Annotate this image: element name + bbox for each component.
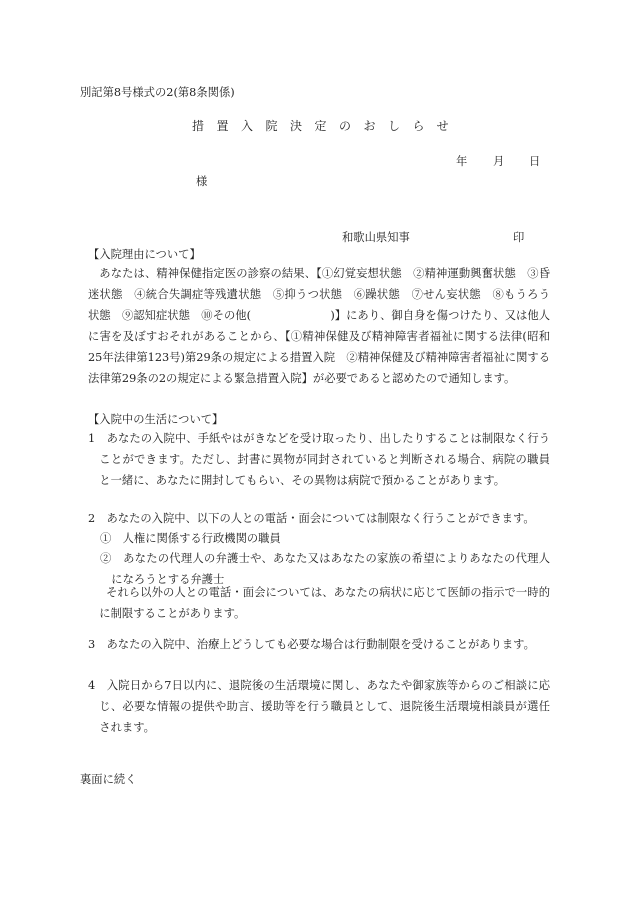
life-item-4-text: 4 入院日から7日以内に、退院後の生活環境に関し、あなたや御家族等からのご相談に応じ、必要な情報の提供や助言、援助等を行う職員として、退院後生活環境相談員が選任されます。: [88, 679, 550, 734]
life-heading: 【入院中の生活について】: [88, 413, 224, 426]
life-item-2-note: [88, 582, 550, 624]
life-item-2: [88, 508, 558, 529]
life-item-1: [88, 428, 550, 491]
addressee-suffix: 様: [196, 175, 208, 188]
issuer-name: 和歌山県知事: [342, 231, 410, 244]
document-title: 措置入院決定のおしらせ: [192, 119, 462, 133]
life-item-2-sub-1: [100, 528, 550, 549]
date-day-label: 日: [529, 155, 541, 168]
life-item-2-sub-2-text: ② あなたの代理人の弁護士や、あなた又はあなたの家族の希望によりあなたの代理人になろうとする弁護士: [100, 552, 550, 586]
life-item-2-sub-1-text: ① 人権に関係する行政機関の職員: [100, 532, 281, 545]
continued-note: 裏面に続く: [80, 773, 137, 786]
life-item-4: [88, 675, 550, 738]
reason-body: あなたは、精神保健指定医の診察の結果、【①幻覚妄想状態 ②精神運動興奮状態 ③昏迷状態 ④統合失調症等残遺状態 ⑤抑うつ状態 ⑥躁状態 ⑦せん妄状態 ⑧もうろう状態 ⑨認知症状態 ⑩その他( )】にあり、御自身を傷つけたり、又は他人に害を及ぼすおそれがあることから、【①精神保健及び精神障害者福祉に関する法律(昭和25年法律第123号)第29条の規定による措置入院 ②精神保健及び精神障害者福祉に関する法律第29条の2の規定による緊急措置入院】が必要であると認めたので通知します。: [88, 267, 550, 385]
form-label: 別記第8号様式の2(第8条関係): [80, 86, 235, 99]
seal-mark: 印: [513, 231, 525, 244]
life-item-2-text: 2 あなたの入院中、以下の人との電話・面会については制限なく行うことができます。: [88, 512, 535, 525]
life-item-3-text: 3 あなたの入院中、治療上どうしても必要な場合は行動制限を受けることがあります。: [88, 638, 535, 651]
date-year-label: 年: [456, 155, 468, 168]
life-item-3: [88, 634, 558, 655]
life-item-1-text: 1 あなたの入院中、手紙やはがきなどを受け取ったり、出したりすることは制限なく行うことができます。ただし、封書に異物が同封されていると判断される場合、病院の職員と一緒に、あなたに開封してもらい、その異物は病院で預かることがあります。: [88, 432, 550, 487]
reason-heading: 【入院理由について】: [88, 248, 201, 261]
date-month-label: 月: [493, 155, 505, 168]
life-item-2-note-text: それら以外の人との電話・面会については、あなたの病状に応じて医師の指示で一時的に制限することがあります。: [99, 586, 550, 620]
reason-section: [88, 263, 550, 389]
